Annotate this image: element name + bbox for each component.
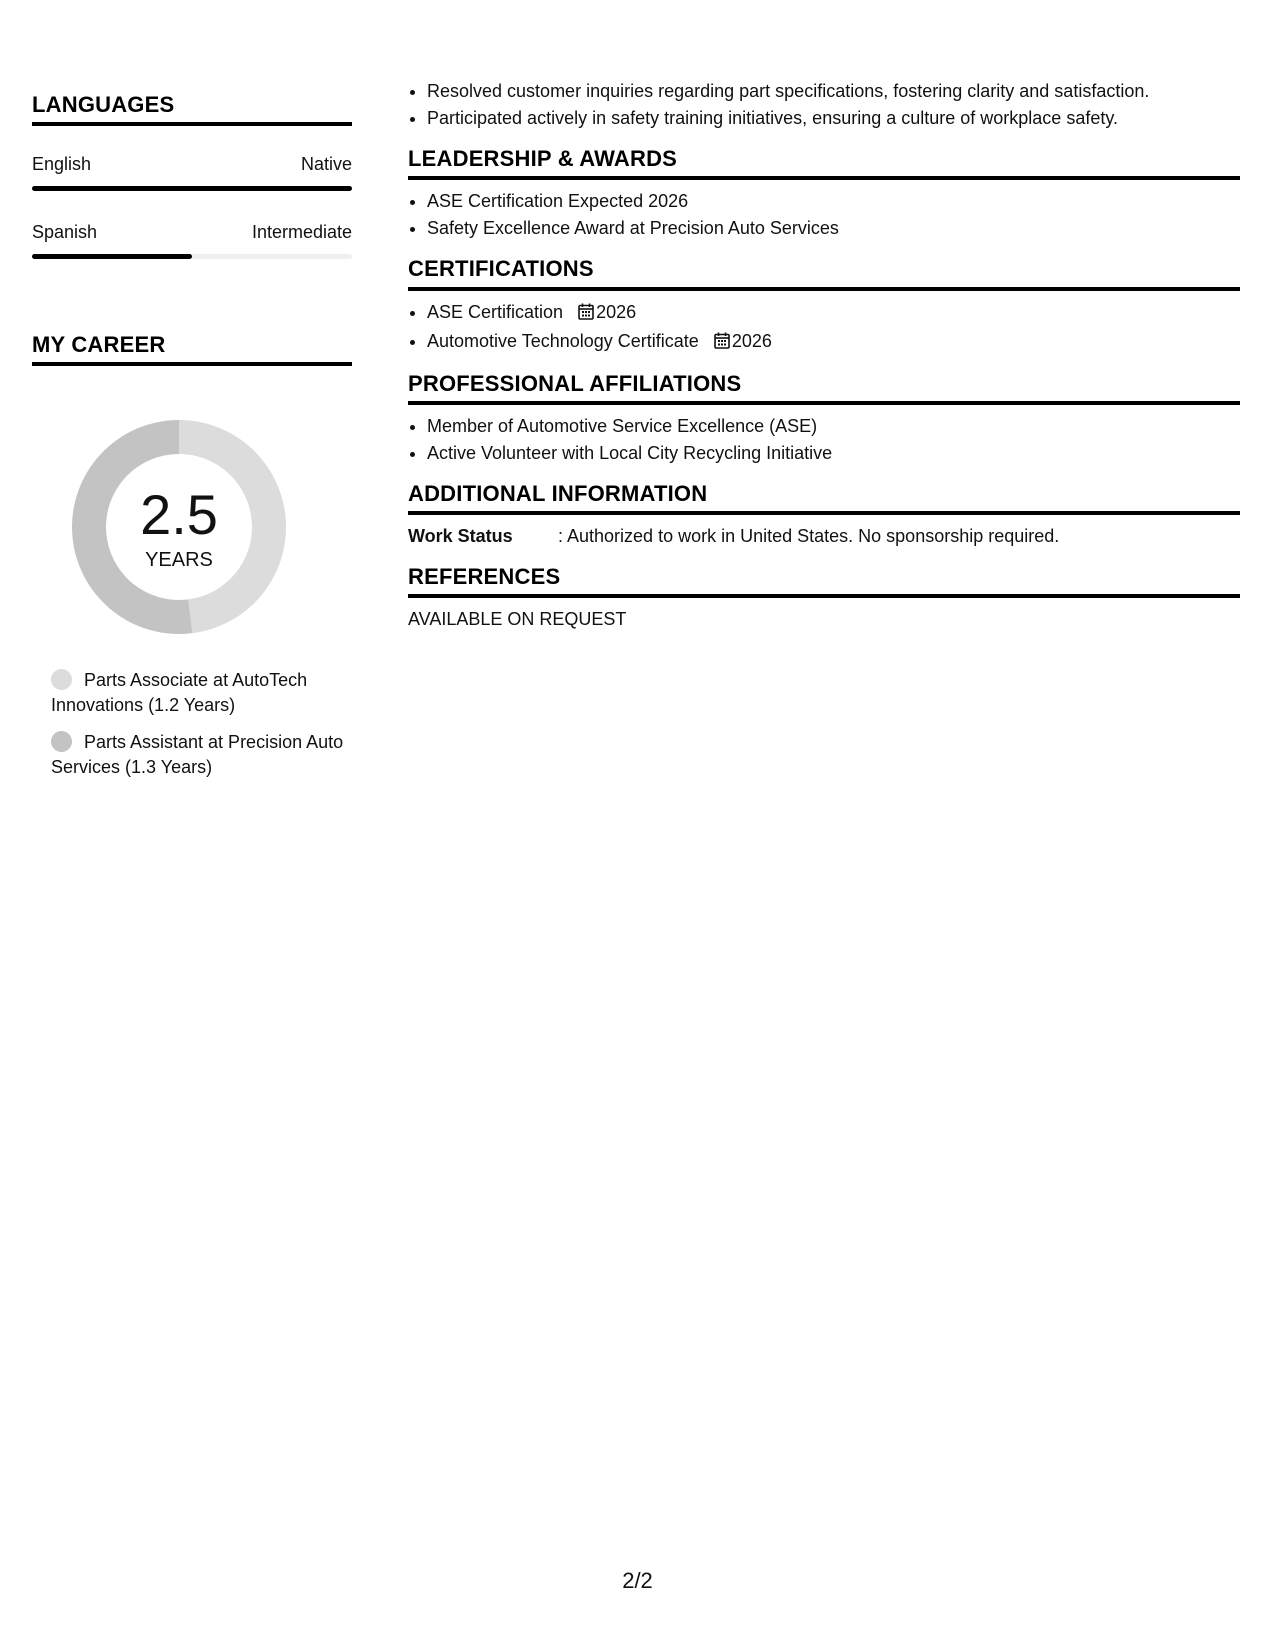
career-section <box>32 332 352 366</box>
work-status-value: : Authorized to work in United States. No sponsorship required. <box>558 526 1060 547</box>
career-legend-item <box>51 730 351 780</box>
list-item: • Participated actively in safety training initiatives, ensuring a culture of workplace safety. <box>427 105 1240 132</box>
certification-item <box>427 299 1240 328</box>
legend-swatch <box>51 669 72 690</box>
additional-info-section <box>408 481 1240 550</box>
career-total-unit: YEARS <box>145 549 213 571</box>
certifications-heading: CERTIFICATIONS <box>408 256 1240 290</box>
language-proficiency-bar <box>32 254 352 259</box>
language-proficiency-bar <box>32 186 352 191</box>
legend-swatch <box>51 731 72 752</box>
experience-bullets <box>408 78 1240 132</box>
list-item: • Safety Excellence Award at Precision Auto Services <box>427 215 1240 242</box>
language-proficiency-fill <box>32 254 192 259</box>
references-text: AVAILABLE ON REQUEST <box>408 609 627 630</box>
language-name: English <box>32 154 92 174</box>
leadership-heading: LEADERSHIP & AWARDS <box>408 146 1240 180</box>
calendar-icon <box>578 301 594 328</box>
certifications-section <box>408 256 1240 356</box>
list-item: • Active Volunteer with Local City Recycling Initiative <box>427 440 1240 467</box>
references-heading: REFERENCES <box>408 564 1240 598</box>
career-heading: MY CAREER <box>32 332 352 366</box>
career-legend-item <box>51 668 351 718</box>
language-level: Native <box>300 154 352 174</box>
language-item-spanish <box>32 222 352 259</box>
career-total <box>66 414 292 640</box>
language-level: Intermediate <box>251 222 352 242</box>
language-proficiency-fill <box>32 186 352 191</box>
language-item-english <box>32 154 352 191</box>
legend-label: Parts Associate at AutoTech Innovations (1.2 Years) <box>51 670 308 715</box>
references-section <box>408 564 1240 633</box>
languages-heading: LANGUAGES <box>32 92 352 126</box>
list-item: • Member of Automotive Service Excellence (ASE) <box>427 413 1240 440</box>
career-donut-chart <box>66 414 292 640</box>
certification-year: 2026 <box>731 330 772 351</box>
languages-section <box>32 92 352 126</box>
career-legend <box>51 668 351 792</box>
certification-item <box>427 328 1240 357</box>
certification-name: Automotive Technology Certificate <box>427 330 699 351</box>
list-item: • Resolved customer inquiries regarding part specifications, fostering clarity and satisfaction. <box>427 78 1240 105</box>
leadership-section <box>408 146 1240 242</box>
work-status-label: Work Status <box>408 526 513 547</box>
work-status-row <box>408 523 1240 550</box>
affiliations-heading: PROFESSIONAL AFFILIATIONS <box>408 371 1240 405</box>
page-number: 2/2 <box>622 1568 653 1593</box>
career-total-value: 2.5 <box>140 483 218 546</box>
right-column <box>408 78 1240 633</box>
certification-year: 2026 <box>596 301 637 322</box>
additional-info-heading: ADDITIONAL INFORMATION <box>408 481 1240 515</box>
language-name: Spanish <box>32 222 98 242</box>
calendar-icon <box>714 330 730 357</box>
affiliations-section <box>408 371 1240 467</box>
certification-name: ASE Certification <box>427 301 564 322</box>
list-item: • ASE Certification Expected 2026 <box>427 188 1240 215</box>
legend-label: Parts Assistant at Precision Auto Services (1.3 Years) <box>51 732 344 777</box>
